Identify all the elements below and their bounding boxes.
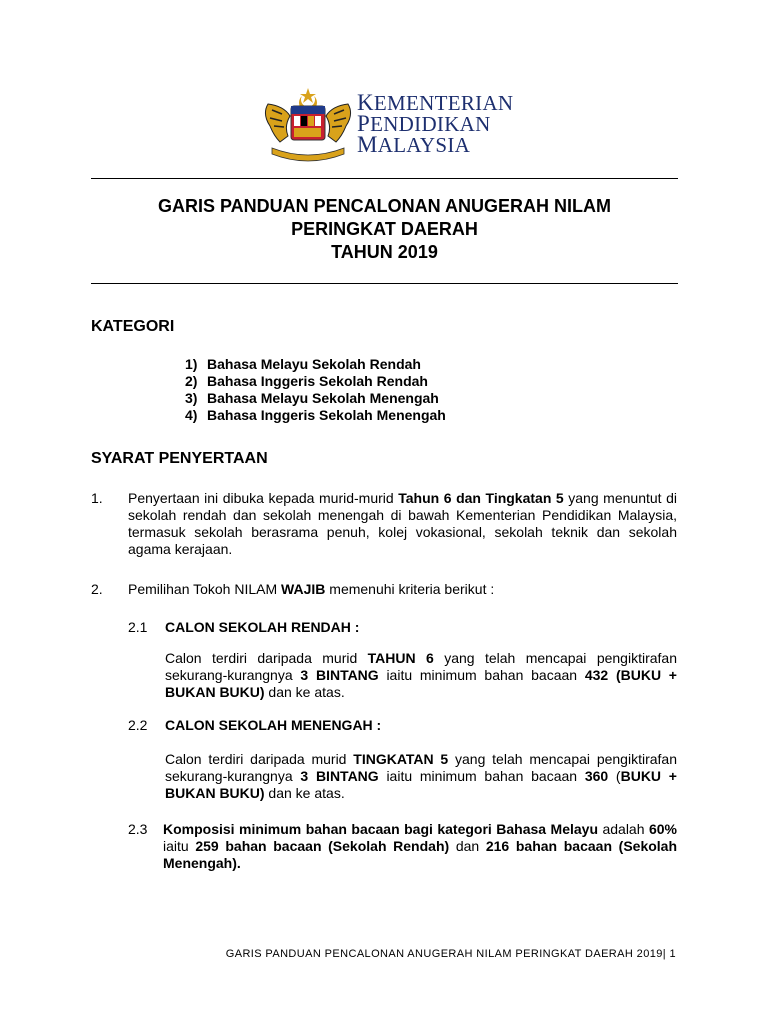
sub-item-title: CALON SEKOLAH MENENGAH : <box>165 717 382 733</box>
sub-item-number: 2.2 <box>128 717 148 733</box>
sub-item-title: CALON SEKOLAH RENDAH : <box>165 619 360 635</box>
syarat-heading: SYARAT PENYERTAAN <box>91 450 268 467</box>
header-rule-bottom <box>91 283 678 284</box>
coat-of-arms-icon <box>258 86 358 166</box>
sub-item-number: 2.3 <box>128 821 148 837</box>
syarat-item-2: Pemilihan Tokoh NILAM WAJIB memenuhi kriteria berikut : <box>128 581 495 597</box>
document-title: GARIS PANDUAN PENCALONAN ANUGERAH NILAM PERINGKAT DAERAH TAHUN 2019 <box>158 196 611 262</box>
list-item: 1) Bahasa Melayu Sekolah Rendah <box>185 356 421 372</box>
syarat-item-1: Penyertaan ini dibuka kepada murid-murid Tahun 6 dan Tingkatan 5 yang menuntut di sekolah rendah dan sekolah menengah di bawah Kementerian Pendidikan Malaysia, termasuk sekolah berasrama penuh, kolej vokasional, sekolah teknik dan sekolah agama kerajaan. <box>128 490 677 557</box>
ministry-name-line3: MALAYSIA <box>357 132 471 157</box>
sub-item-22-text: Calon terdiri daripada murid TINGKATAN 5 yang telah mencapai pengiktirafan sekurang-kurangnya 3 BINTANG iaitu minimum bahan bacaan 360 (BUKU + BUKAN BUKU) dan ke atas. <box>165 751 677 801</box>
kategori-heading: KATEGORI <box>91 318 175 335</box>
ministry-name-line1: KEMENTERIAN <box>357 90 514 115</box>
header-rule-top <box>91 178 678 179</box>
sub-item-21-text: Calon terdiri daripada murid TAHUN 6 yang telah mencapai pengiktirafan sekurang-kurangnya 3 BINTANG iaitu minimum bahan bacaan 432 (BUKU + BUKAN BUKU) dan ke atas. <box>165 650 677 700</box>
ministry-name-line2: PENDIDIKAN <box>357 111 491 136</box>
sub-item-23-text: Komposisi minimum bahan bacaan bagi kategori Bahasa Melayu adalah 60% iaitu 259 bahan bacaan (Sekolah Rendah) dan 216 bahan bacaan (Sekolah Menengah). <box>163 821 678 871</box>
list-item: 4) Bahasa Inggeris Sekolah Menengah <box>185 407 446 423</box>
kategori-list <box>185 356 446 424</box>
list-item: 3) Bahasa Melayu Sekolah Menengah <box>185 390 439 406</box>
item-number: 2. <box>91 581 103 597</box>
list-item: 2) Bahasa Inggeris Sekolah Rendah <box>185 373 428 389</box>
item-number: 1. <box>91 490 103 506</box>
sub-item-number: 2.1 <box>128 619 148 635</box>
page-footer: GARIS PANDUAN PENCALONAN ANUGERAH NILAM PERINGKAT DAERAH 2019| 1 <box>225 948 676 960</box>
